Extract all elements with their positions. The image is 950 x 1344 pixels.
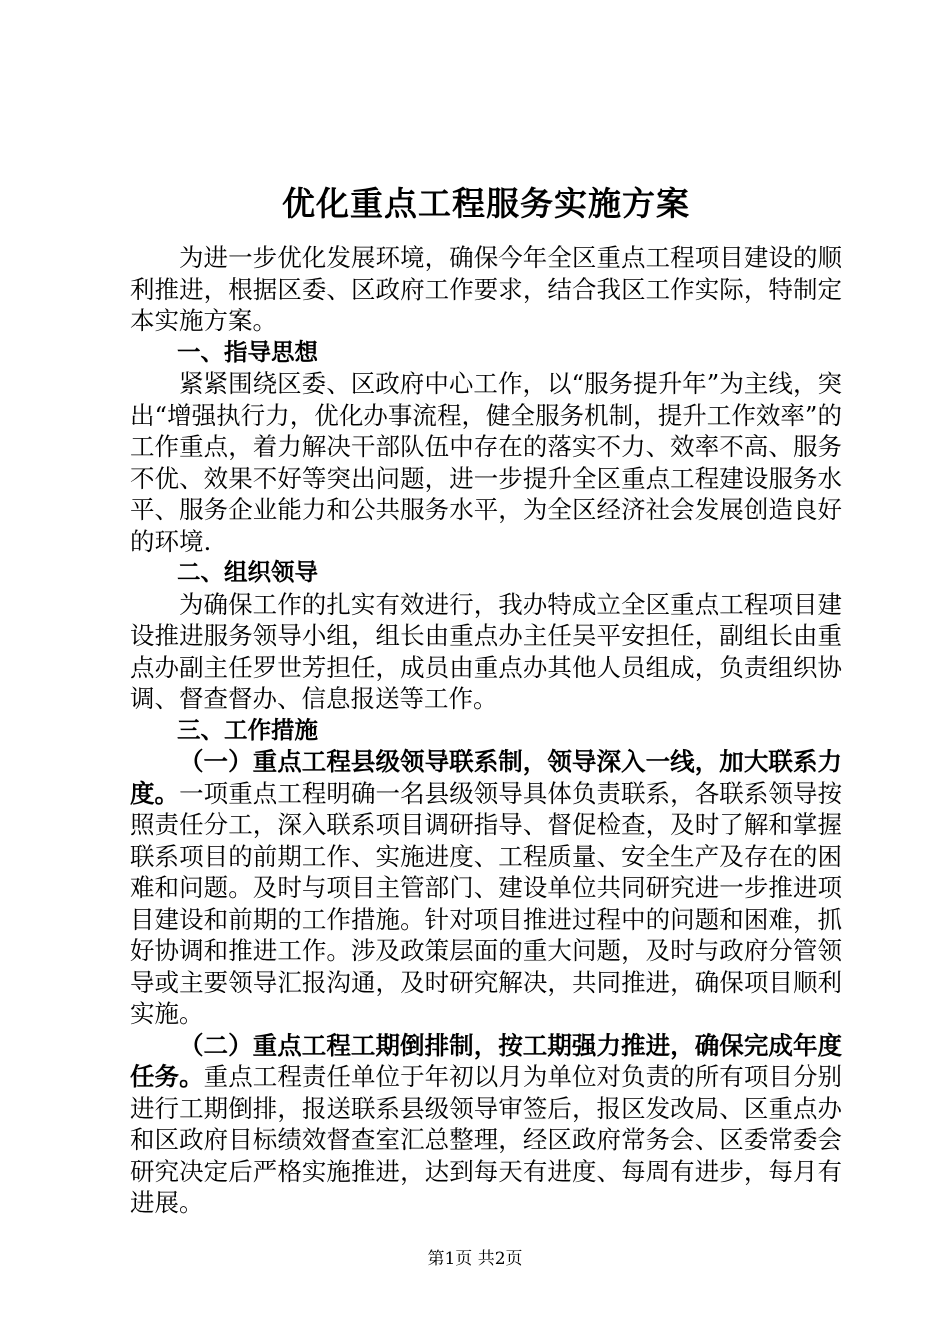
measure-item-1 <box>130 746 842 1030</box>
document-title: 优化重点工程服务实施方案 <box>282 184 690 223</box>
guiding-ideology-paragraph: 紧紧围绕区委、区政府中心工作，以“服务提升年”为主线，突出“增强执行力，优化办事流程，健全服务机制，提升工作效率”的工作重点，着力解决干部队伍中存在的落实不力、效率不高、服务不优、效果不好等突出问题，进一步提升全区重点工程建设服务水平、服务企业能力和公共服务水平，为全区经济社会发展创造良好的环境. <box>130 369 842 556</box>
section-heading-guiding-ideology: 一、指导思想 <box>177 337 318 366</box>
page-footer: 第1页 共2页 <box>427 1249 523 1269</box>
measure-item-1-body: 一项重点工程明确一名县级领导具体负责联系，各联系领导按照责任分工，深入联系项目调研指导、督促检查，及时了解和掌握联系项目的前期工作、实施进度、工程质量、安全生产及存在的困难和问题。及时与项目主管部门、建设单位共同研究进一步推进项目建设和前期的工作措施。针对项目推进过程中的问题和困难，抓好协调和推进工作。涉及政策层面的重大问题，及时与政府分管领导或主要领导汇报沟通，及时研究解决，共同推进，确保项目顺利实施。 <box>130 778 842 1028</box>
measure-item-2-lead: （二）重点工程工期倒排制，按工期强力推进，确保完成年度任务。 <box>130 1030 842 1091</box>
section-heading-organization: 二、组织领导 <box>177 558 318 586</box>
measure-item-2-body: 重点工程责任单位于年初以月为单位对负责的所有项目分别进行工期倒排，报送联系县级领导审签后，报区发改局、区重点办和区政府目标绩效督查室汇总整理，经区政府常务会、区委常委会研究决定后严格实施推进，达到每天有进度、每周有进步，每月有进展。 <box>130 1062 843 1217</box>
measure-item-2 <box>130 1030 842 1219</box>
intro-paragraph: 为进一步优化发展环境，确保今年全区重点工程项目建设的顺利推进，根据区委、区政府工作要求，结合我区工作实际，特制定本实施方案。 <box>130 243 842 335</box>
document-page <box>130 182 842 1219</box>
section-heading-work-measures: 三、工作措施 <box>177 715 318 744</box>
measure-item-1-lead: （一）重点工程县级领导联系制，领导深入一线，加大联系力度。 <box>130 747 842 808</box>
organization-paragraph: 为确保工作的扎实有效进行，我办特成立全区重点工程项目建设推进服务领导小组，组长由重点办主任吴平安担任，副组长由重点办副主任罗世芳担任，成员由重点办其他人员组成，负责组织协调、督查督办、信息报送等工作。 <box>130 589 842 713</box>
